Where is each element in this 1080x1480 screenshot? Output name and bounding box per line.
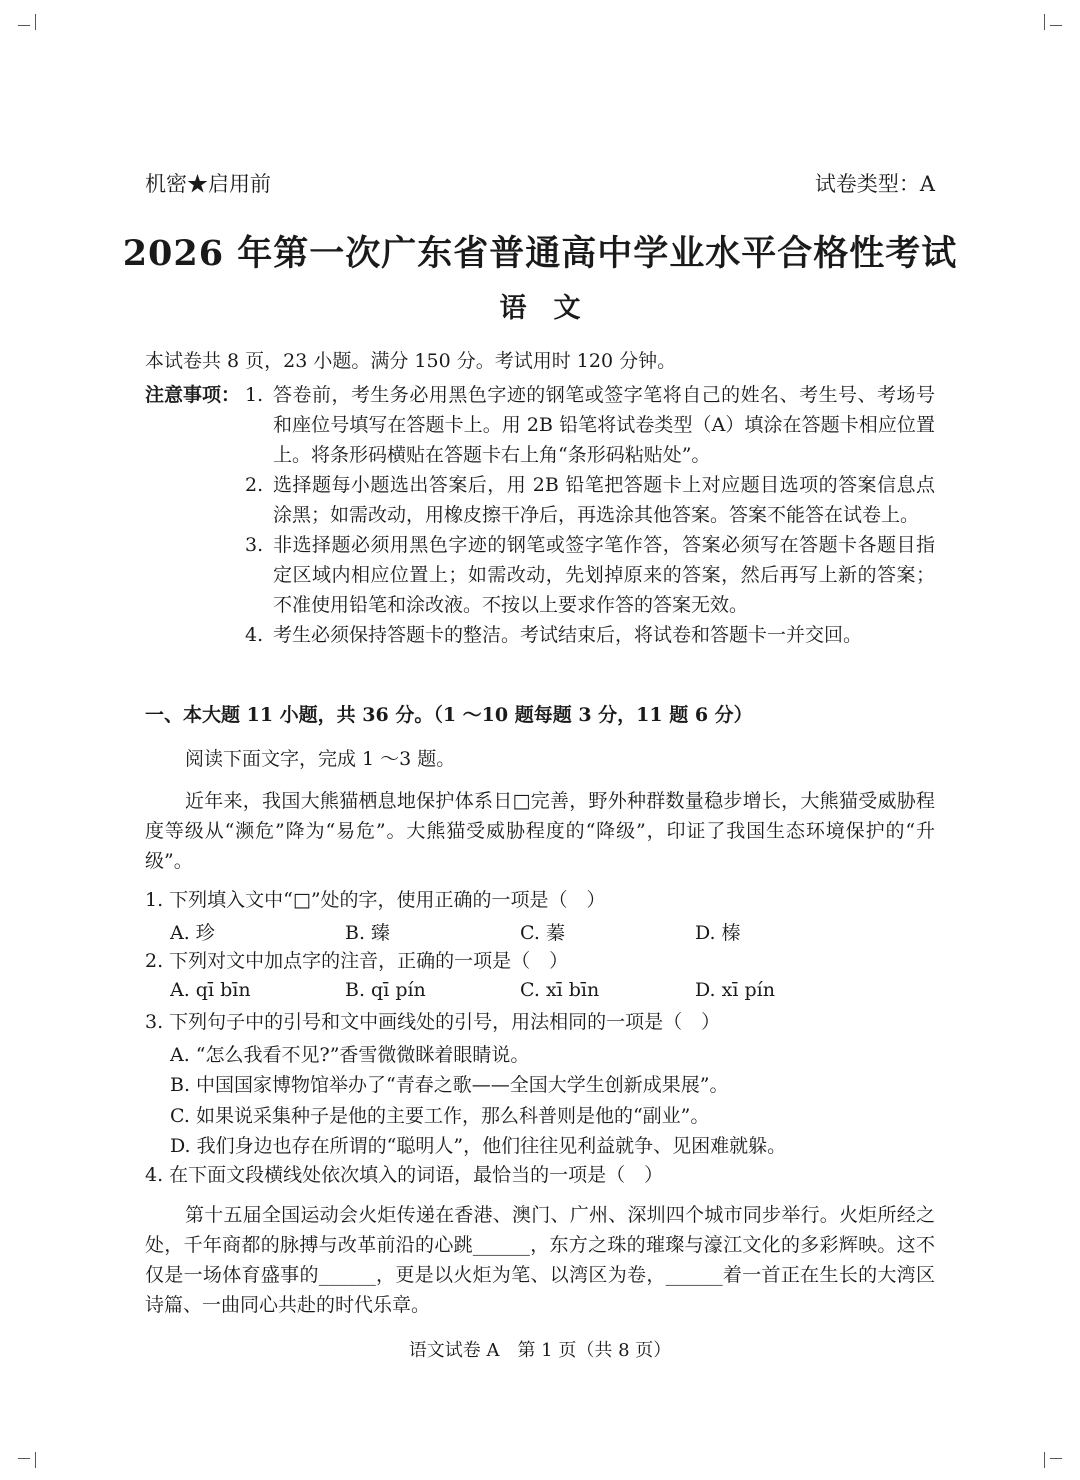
- option-b: B. 中国国家博物馆举办了“青春之歌——全国大学生创新成果展”。: [170, 1074, 729, 1096]
- question-4-stem: 4. 在下面文段横线处依次填入的词语，最恰当的一项是（ ）: [145, 1164, 664, 1186]
- note-number: 1.: [245, 384, 264, 406]
- note-number: 3.: [245, 534, 264, 556]
- option-c: C. 如果说采集种子是他的主要工作，那么科普则是他的“副业”。: [170, 1105, 710, 1127]
- page-footer: 语文试卷 A 第 1 页（共 8 页）: [408, 1340, 672, 1361]
- note-number: 4.: [245, 624, 264, 646]
- crop-mark-top-left: [18, 25, 30, 26]
- passage-2: 第十五届全国运动会火炬传递在香港、澳门、广州、深圳四个城市同步举行。火炬所经之处，千年商都的脉搏与改革前沿的心跳______，东方之珠的璀璨与濠江文化的多彩辉映。这不仅是一场体育盛事的______，更是以火炬为笔、以湾区为卷，______着一首正在生长的大湾区诗篇、一曲同心共赴的时代乐章。: [145, 1204, 935, 1316]
- exam-intro: 本试卷共 8 页，23 小题。满分 150 分。考试用时 120 分钟。: [145, 350, 677, 372]
- option-b: B. 臻: [345, 922, 391, 944]
- option-d: D. 榛: [695, 922, 741, 944]
- crop-mark-top-right: [1044, 14, 1045, 30]
- note-text: 非选择题必须用黑色字迹的钢笔或签字笔作答，答案必须写在答题卡各题目指定区域内相应位置上；如需改动，先划掉原来的答案，然后再写上新的答案；不准使用铅笔和涂改液。不按以上要求作答的答案无效。: [273, 534, 935, 616]
- note-text: 考生必须保持答题卡的整洁。考试结束后，将试卷和答题卡一并交回。: [273, 624, 863, 646]
- option-b: B. qī pín: [345, 979, 426, 1001]
- question-3-stem: 3. 下列句子中的引号和文中画线处的引号，用法相同的一项是（ ）: [145, 1011, 721, 1033]
- notes-block: [145, 380, 935, 650]
- crop-mark-top-right: [1050, 25, 1062, 26]
- note-number: 2.: [245, 474, 264, 496]
- option-c: C. 蓁: [520, 922, 565, 944]
- note-item: [145, 380, 935, 470]
- notes-label: 注意事项：: [145, 384, 241, 406]
- option-d: D. xī pín: [695, 979, 775, 1001]
- subject-title: 语 文: [499, 293, 581, 324]
- question-1-options: [170, 918, 870, 945]
- option-d: D. 我们身边也存在所谓的“聪明人”，他们往往见利益就争、见困难就躲。: [170, 1135, 787, 1157]
- exam-title: 2026 年第一次广东省普通高中学业水平合格性考试: [122, 233, 958, 274]
- crop-mark-top-left: [35, 14, 36, 30]
- paper-type-label: 试卷类型：A: [814, 172, 935, 196]
- crop-mark-bottom-right: [1044, 1452, 1045, 1468]
- question-2-options: [170, 979, 870, 1001]
- question-1-stem: 1. 下列填入文中“□”处的字，使用正确的一项是（ ）: [145, 889, 606, 911]
- note-item: [145, 530, 935, 620]
- option-a: A. 珍: [170, 922, 215, 944]
- header-line: [145, 168, 935, 198]
- crop-mark-bottom-left: [18, 1458, 30, 1459]
- note-item: [145, 470, 935, 530]
- note-text: 答卷前，考生务必用黑色字迹的钢笔或签字笔将自己的姓名、考生号、考场号和座位号填写在答题卡上。用 2B 铅笔将试卷类型（A）填涂在答题卡相应位置上。将条形码横贴在答题卡右上角“条形码粘贴处”。: [273, 384, 935, 466]
- passage-1: 近年来，我国大熊猫栖息地保护体系日□完善，野外种群数量稳步增长，大熊猫受威胁程度等级从“濒危”降为“易危”。大熊猫受威胁程度的“降级”，印证了我国生态环境保护的“升级”。: [145, 790, 935, 872]
- option-a: A. “怎么我看不见?”香雪微微眯着眼睛说。: [170, 1044, 530, 1066]
- confidential-label: 机密★启用前: [145, 172, 271, 196]
- note-item: [145, 620, 935, 650]
- question-2-stem: 2. 下列对文中加点字的注音，正确的一项是（ ）: [145, 950, 569, 972]
- option-a: A. qī bīn: [170, 979, 251, 1001]
- option-c: C. xī bīn: [520, 979, 600, 1001]
- crop-mark-bottom-left: [35, 1452, 36, 1468]
- reading-instruction: 阅读下面文字，完成 1 ～3 题。: [185, 748, 456, 770]
- note-text: 选择题每小题选出答案后，用 2B 铅笔把答题卡上对应题目选项的答案信息点涂黑；如需改动，用橡皮擦干净后，再选涂其他答案。答案不能答在试卷上。: [273, 474, 935, 526]
- crop-mark-bottom-right: [1050, 1458, 1062, 1459]
- section-heading: 一、本大题 11 小题，共 36 分。（1 ～10 题每题 3 分，11 题 6 分）: [145, 704, 753, 726]
